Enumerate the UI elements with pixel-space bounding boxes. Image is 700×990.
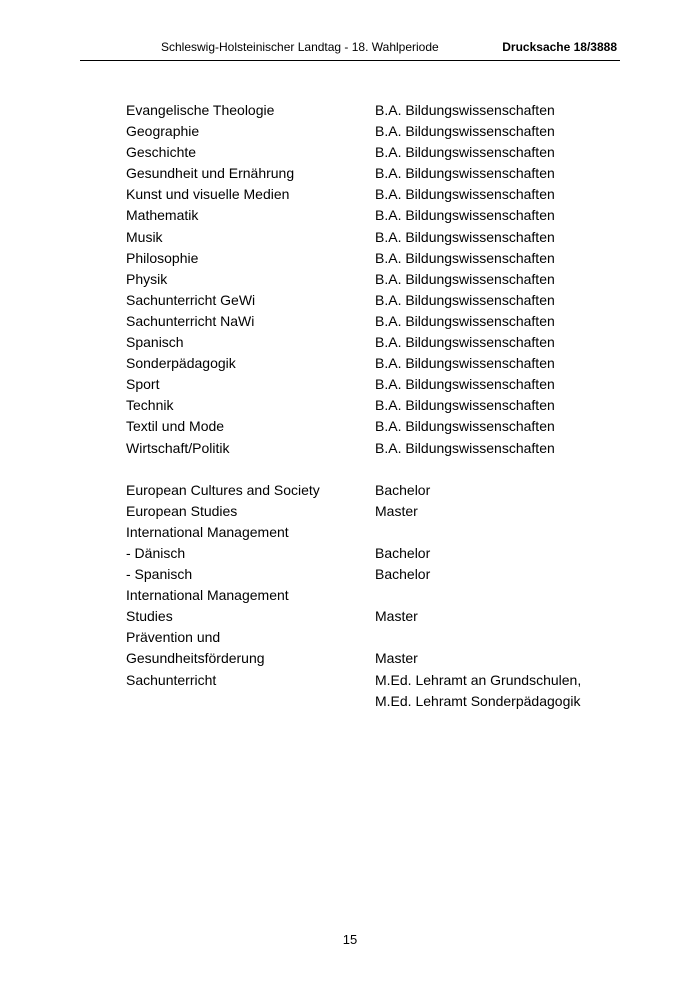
degree-name: Bachelor <box>375 566 431 583</box>
section-spacer <box>126 459 606 480</box>
degree-name: B.A. Bildungswissenschaften <box>375 334 555 351</box>
subject-name: Musik <box>126 228 163 245</box>
list-item <box>126 564 606 585</box>
list-item <box>126 501 606 522</box>
subject-name: Sonderpädagogik <box>126 355 236 372</box>
list-item <box>126 269 606 290</box>
degree-name: Bachelor <box>375 544 431 561</box>
list-item <box>126 248 606 269</box>
subject-name: Sachunterricht GeWi <box>126 291 256 308</box>
list-item <box>126 332 606 353</box>
degree-name: M.Ed. Lehramt Sonderpädagogik <box>375 692 581 709</box>
list-item <box>126 480 606 501</box>
list-item <box>126 311 606 332</box>
list-item <box>126 395 606 416</box>
list-item <box>126 227 606 248</box>
list-item <box>126 142 606 163</box>
list-item <box>126 585 606 606</box>
degree-name: M.Ed. Lehramt an Grundschulen, <box>375 671 582 688</box>
degree-list <box>126 100 606 712</box>
list-item <box>126 543 606 564</box>
subject-name: Sachunterricht NaWi <box>126 312 255 329</box>
list-item <box>126 522 606 543</box>
subject-name: International Management <box>126 523 289 540</box>
subject-name: Geschichte <box>126 144 197 161</box>
degree-name: B.A. Bildungswissenschaften <box>375 291 555 308</box>
subject-name: Spanisch <box>126 334 184 351</box>
subject-name: Kunst und visuelle Medien <box>126 186 290 203</box>
degree-name: B.A. Bildungswissenschaften <box>375 439 555 456</box>
subject-name: Wirtschaft/Politik <box>126 439 230 456</box>
subject-name: Sachunterricht <box>126 671 217 688</box>
list-item <box>126 353 606 374</box>
subject-name: European Cultures and Society <box>126 481 320 498</box>
degree-name: B.A. Bildungswissenschaften <box>375 102 555 118</box>
degree-name: B.A. Bildungswissenschaften <box>375 186 555 203</box>
subject-name: - Spanisch <box>126 566 193 583</box>
degree-name: Master <box>375 650 418 667</box>
degree-name: B.A. Bildungswissenschaften <box>375 376 555 393</box>
degree-name: Master <box>375 608 418 625</box>
degree-name: Master <box>375 502 418 519</box>
subject-name: Philosophie <box>126 249 199 266</box>
list-item <box>126 290 606 311</box>
list-item <box>126 670 606 691</box>
subject-name: Prävention und <box>126 629 221 646</box>
subject-name: International Management <box>126 587 289 604</box>
section-teacher-subjects <box>126 100 606 459</box>
degree-name: B.A. Bildungswissenschaften <box>375 228 555 245</box>
list-item <box>126 627 606 648</box>
subject-name: Physik <box>126 270 168 287</box>
degree-name: Bachelor <box>375 481 431 498</box>
list-item <box>126 416 606 437</box>
subject-name: Evangelische Theologie <box>126 102 275 118</box>
page-number: 15 <box>342 932 358 947</box>
degree-name: B.A. Bildungswissenschaften <box>375 123 555 140</box>
list-item <box>126 648 606 669</box>
subject-name: Sport <box>126 376 160 393</box>
degree-name: B.A. Bildungswissenschaften <box>375 312 555 329</box>
list-item <box>126 691 606 712</box>
degree-name: B.A. Bildungswissenschaften <box>375 270 555 287</box>
subject-name: Textil und Mode <box>126 418 225 435</box>
degree-name: B.A. Bildungswissenschaften <box>375 355 555 372</box>
list-item <box>126 205 606 226</box>
list-item <box>126 121 606 142</box>
subject-name: - Dänisch <box>126 544 186 561</box>
degree-name: B.A. Bildungswissenschaften <box>375 165 555 182</box>
subject-name: Studies <box>126 608 173 625</box>
list-item <box>126 374 606 395</box>
degree-name: B.A. Bildungswissenschaften <box>375 207 555 224</box>
subject-name: Gesundheit und Ernährung <box>126 165 295 182</box>
subject-name: Gesundheitsförderung <box>126 650 265 667</box>
subject-name: European Studies <box>126 502 238 519</box>
header-title: Schleswig-Holsteinischer Landtag - 18. Wahlperiode <box>161 40 439 54</box>
degree-name: B.A. Bildungswissenschaften <box>375 418 555 435</box>
list-item <box>126 606 606 627</box>
degree-name: B.A. Bildungswissenschaften <box>375 249 555 266</box>
list-item <box>126 100 606 121</box>
section-other-programs <box>126 480 606 712</box>
subject-name: Technik <box>126 397 174 414</box>
page-header <box>80 40 620 61</box>
list-item <box>126 438 606 459</box>
document-number: Drucksache 18/3888 <box>502 40 617 54</box>
subject-name: Geographie <box>126 123 200 140</box>
list-item <box>126 163 606 184</box>
subject-name: Mathematik <box>126 207 199 224</box>
list-item <box>126 184 606 205</box>
degree-name: B.A. Bildungswissenschaften <box>375 397 555 414</box>
degree-name: B.A. Bildungswissenschaften <box>375 144 555 161</box>
